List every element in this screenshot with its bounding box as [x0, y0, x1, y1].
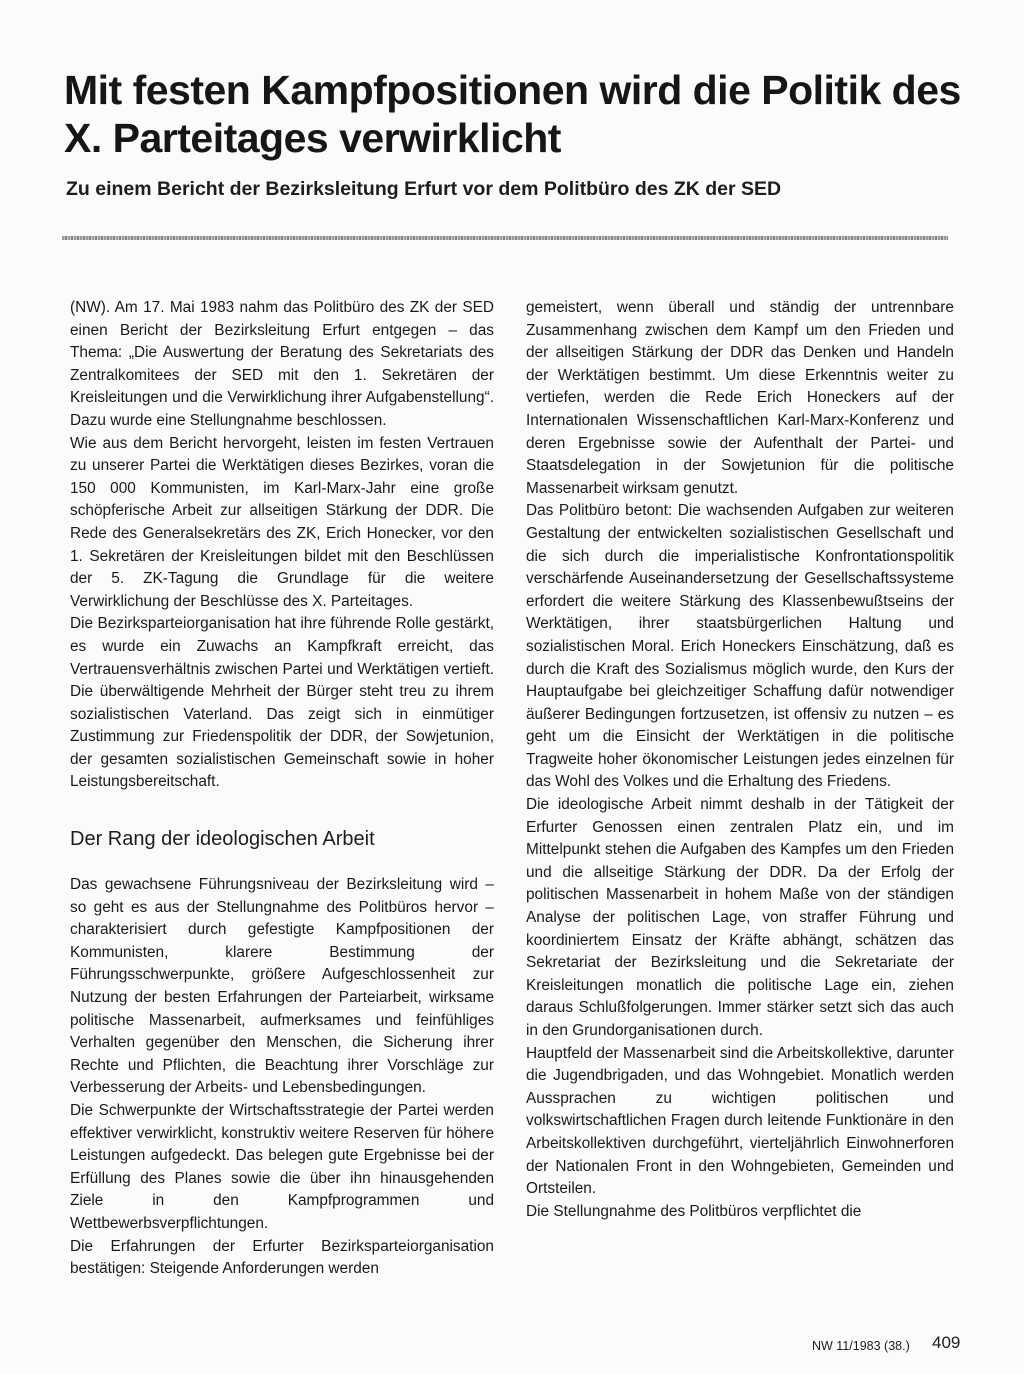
paragraph: Das gewachsene Führungsniveau der Bezirksleitung wird – so geht es aus der Stellungnahme des Politbüros hervor – charakterisiert durch gefestigte Kampfpositionen der Kommunisten, klarere Bestimmung der Führungsschwerpunkte, größere Aufgeschlossenheit zur Nutzung der besten Erfahrungen der Parteiarbeit, wirksame politische Massenarbeit, aufmerksames und feinfühliges Verhalten gegenüber den Menschen, die Sicherung ihrer Rechte und Pflichten, die Beachtung ihrer Vorschläge zur Verbesserung der Arbeits- und Lebensbedingungen. [70, 876, 494, 1097]
paragraph: Die Bezirksparteiorganisation hat ihre führende Rolle gestärkt, es wurde ein Zuwachs an Kampfkraft erreicht, das Vertrauensverhältnis zwischen Partei und Werktätigen vertieft. Die überwältigende Mehrheit der Bürger steht treu zu ihrem sozialistischen Vaterland. Das zeigt sich in einmütiger Zustimmung zur Friedenspolitik der DDR, der Sowjetunion, der gesamten sozialistischen Gemeinschaft sowie in hoher Leistungsbereitschaft. [70, 615, 494, 791]
left-column-section [70, 874, 494, 1281]
article-subtitle: Zu einem Bericht der Bezirksleitung Erfurt vor dem Politbüro des ZK der SED [66, 178, 782, 200]
paragraph: Das Politbüro betont: Die wachsenden Aufgaben zur weiteren Gestaltung der entwickelten sozialistischen Gesellschaft und die sich durch die imperialistische Konfrontationspolitik verschärfende Auseinandersetzung der Gesellschaftssysteme erfordert die weitere Stärkung des Klassenbewußtseins der Werktätigen, ihrer staatsbürgerlichen Haltung und sozialistischen Moral. Erich Honeckers Einschätzung, daß es durch die Kraft des Sozialismus möglich wurde, den Kurs der Hauptaufgabe bei gleichzeitiger Schaffung dafür notwendiger äußerer Bedingungen fortzusetzen, ist offensiv zu nutzen – es geht um die Einsicht der Werktätigen in die politische Tragweite hoher ökonomischer Leistungen jedes einzelnen für das Wohl des Volkes und die Erhaltung des Friedens. [526, 502, 954, 791]
paragraph: Hauptfeld der Massenarbeit sind die Arbeitskollektive, darunter die Jugendbrigaden, und das Wohngebiet. Monatlich werden Aussprachen zu wichtigen politischen und volkswirtschaftlichen Fragen durch leitende Funktionäre in den Arbeitskollektiven durchgeführt, vierteljährlich Einwohnerforen der Nationalen Front in den Wohngebieten, Gemeinden und Ortsteilen. [526, 1044, 954, 1198]
section-heading: Der Rang der ideologischen Arbeit [70, 828, 375, 850]
article-title: Mit festen Kampfpositionen wird die Politik des X. Parteitages verwirklicht [64, 67, 961, 161]
left-column-lead [70, 297, 494, 794]
paragraph: gemeistert, wenn überall und ständig der untrennbare Zusammenhang zwischen dem Kampf um den Frieden und der allseitigen Stärkung der DDR das Denken und Handeln der Werktätigen bestimmt. Um diese Erkenntnis weiter zu vertiefen, werden die Rede Erich Honeckers auf der Internationalen Wissenschaftlichen Karl-Marx-Konferenz und deren Ergebnisse sowie der Aufenthalt der Partei- und Staatsdelegation in der Sowjetunion für die politische Massenarbeit wirksam genutzt. [526, 299, 954, 497]
paragraph: Die Erfahrungen der Erfurter Bezirksparteiorganisation bestätigen: Steigende Anforderungen werden [70, 1237, 494, 1278]
paragraph: (NW). Am 17. Mai 1983 nahm das Politbüro des ZK der SED einen Bericht der Bezirksleitung Erfurt entgegen – das Thema: „Die Auswertung der Beratung des Sekretariats des Zentralkomitees der SED mit den 1. Sekretären der Kreisleitungen und die Verwirklichung ihrer Aufgabenstellung“. Dazu wurde eine Stellungnahme beschlossen. [70, 299, 494, 429]
paragraph: Wie aus dem Bericht hervorgeht, leisten im festen Vertrauen zu unserer Partei die Werktätigen dieses Bezirkes, voran die 150 000 Kommunisten, im Karl-Marx-Jahr eine große schöpferische Arbeit zur allseitigen Stärkung der DDR. Die Rede des Generalsekretärs des ZK, Erich Honecker, vor den 1. Sekretären der Kreisleitungen bildet mit den Beschlüssen der 5. ZK-Tagung die Grundlage für die weitere Verwirklichung der Beschlüsse des X. Parteitages. [70, 434, 494, 610]
paragraph: Die Stellungnahme des Politbüros verpflichtet die [526, 1202, 862, 1220]
page-number: 409 [932, 1333, 961, 1352]
paragraph: Die Schwerpunkte der Wirtschaftsstrategie der Partei werden effektiver verwirklicht, konstruktiv weitere Reserven für höhere Leistungen aufgedeckt. Das belegen gute Ergebnisse bei der Erfüllung des Planes sowie die über ihn hinausgehenden Ziele in den Kampfprogrammen und Wettbewerbsverpflichtungen. [70, 1101, 494, 1232]
issue-reference: NW 11/1983 (38.) [812, 1339, 910, 1353]
right-column [526, 297, 954, 1223]
paragraph: Die ideologische Arbeit nimmt deshalb in der Tätigkeit der Erfurter Genossen einen zentralen Platz ein, und im Mittelpunkt stehen die Aufgaben des Kampfes um den Frieden und die allseitige Stärkung der DDR. Da der Erfolg der politischen Massenarbeit in hohem Maße von der ständigen Analyse der politischen Lage, von straffer Führung und koordiniertem Einsatz der Kräfte abhängt, schätzen das Sekretariat der Bezirksleitung und die Sekretariate der Kreisleitungen monatlich die politische Lage ein, ziehen daraus Schlußfolgerungen. Immer stärker setzt sich das auch in den Grundorganisationen durch. [526, 796, 954, 1039]
header-rule [62, 236, 948, 240]
